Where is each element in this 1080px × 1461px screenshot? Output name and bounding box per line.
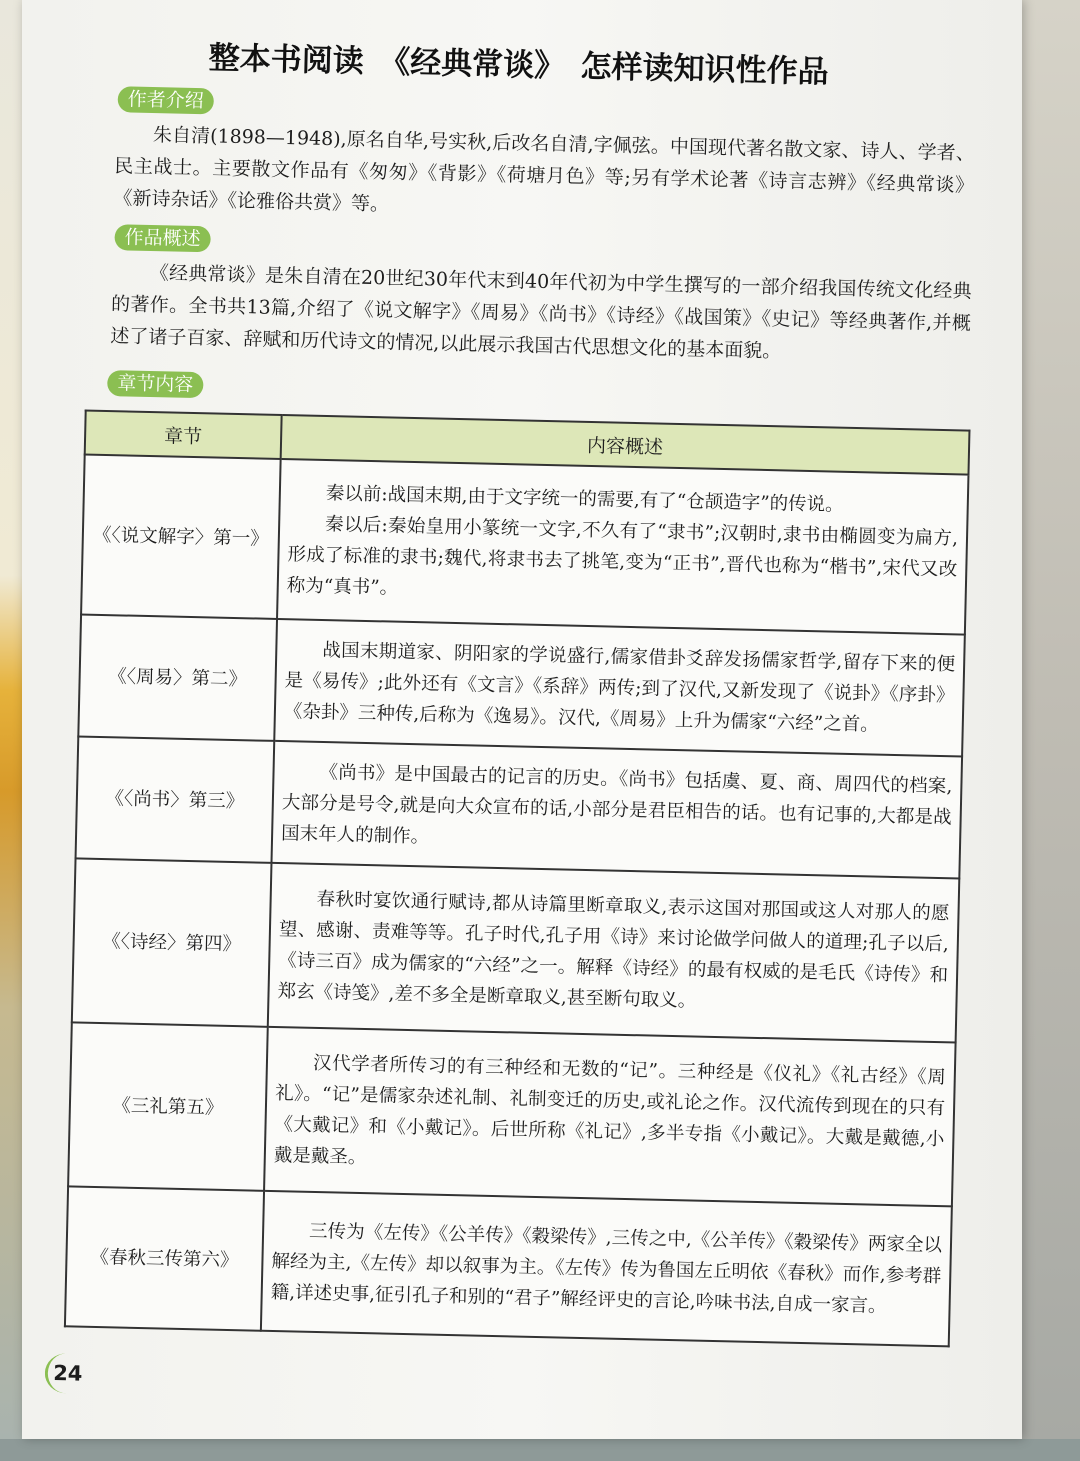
chapters-section-tag: 章节内容 bbox=[107, 370, 204, 398]
table-row bbox=[65, 1186, 952, 1346]
chapter-name: 《春秋三传第六》 bbox=[65, 1186, 264, 1330]
chapter-summary bbox=[268, 863, 960, 1043]
chapter-summary bbox=[277, 459, 968, 635]
summary-paragraph: 春秋时宴饮通行赋诗,都从诗篇里断章取义,表示这国对那国或这人对那人的愿望、感谢、责难等等。孔子时代,孔子用《诗》来讨论做学问做人的道理;孔子以后,《诗三百》成为儒家的“六经”之一。解释《诗经》的最有权威的是毛氏《诗传》和郑玄《诗笺》,差不多全是断章取义,甚至断句取义。 bbox=[277, 888, 950, 1012]
summary-paragraph: 秦以后:秦始皇用小篆统一文字,不久有了“隶书”;汉朝时,隶书由椭圆变为扁方,形成了标准的隶书;魏代,将隶书去了挑笔,变为“正书”,晋代也称为“楷书”,宋代又改称为“真书”。 bbox=[286, 514, 959, 599]
book-page bbox=[22, 0, 1022, 1439]
header-summary: 内容概述 bbox=[281, 415, 970, 475]
summary-paragraph: 《尚书》是中国最古的记言的历史。《尚书》包括虞、夏、商、周四代的档案,大部分是号令,就是向大众宣布的话,小部分是君臣相告的话。也有记事的,大都是战国末年人的制作。 bbox=[280, 761, 953, 847]
chapter-name: 《〈尚书〉第三》 bbox=[76, 736, 275, 862]
chapter-summary bbox=[261, 1191, 952, 1347]
table-row bbox=[76, 736, 963, 878]
chapters-table bbox=[64, 410, 971, 1348]
chapter-name: 《三礼第五》 bbox=[68, 1022, 268, 1190]
summary-paragraph: 战国末期道家、阴阳家的学说盛行,儒家借卦爻辞发扬儒家哲学,留存下来的便是《易传》;此外还有《文言》《系辞》两传;到了汉代,又新发现了《说卦》《序卦》《杂卦》三种传,后称为《逸易》。汉代,《周易》上升为儒家“六经”之首。 bbox=[283, 639, 956, 736]
summary-paragraph: 秦以前:战国末期,由于文字统一的需要,有了“仓颉造字”的传说。 bbox=[325, 483, 844, 516]
table-row bbox=[78, 614, 965, 756]
chapter-name: 《〈周易〉第二》 bbox=[78, 614, 277, 740]
chapter-summary bbox=[274, 619, 965, 757]
overview-paragraph: 《经典常谈》是朱自清在20世纪30年代末到40年代初为中学生撰写的一部介绍我国传统文化经典的著作。全书共13篇,介绍了《说文解字》《周易》《尚书》《诗经》《战国策》《史记》等经典著作,并概述了诸子百家、辞赋和历代诗文的情况,以此展示我国古代思想文化的基本面貌。 bbox=[110, 261, 972, 363]
author-section-tag: 作者介绍 bbox=[117, 86, 214, 114]
table-row bbox=[72, 858, 959, 1042]
page-title: 整本书阅读 《经典常谈》 怎样读知识性作品 bbox=[208, 40, 829, 91]
chapter-summary bbox=[264, 1027, 956, 1207]
overview-section-tag: 作品概述 bbox=[114, 224, 211, 252]
summary-paragraph: 汉代学者所传习的有三种经和无数的“记”。三种经是《仪礼》《礼古经》《周礼》。“记”是儒家杂述礼制、礼制变迁的历史,或礼论之作。汉代流传到现在的只有《大戴记》和《小戴记》。后世所称《礼记》,多半专指《小戴记》。大戴是戴德,小戴是戴圣。 bbox=[273, 1052, 947, 1169]
chapter-name: 《〈诗经〉第四》 bbox=[72, 858, 272, 1026]
author-paragraph: 朱自清(1898—1948),原名自华,号实秋,后改名自清,字佩弦。中国现代著名散文家、诗人、学者、民主战士。主要散文作品有《匆匆》《背影》《荷塘月色》等;另有学术论著《诗言志辨》《经典常谈》《新诗杂话》《论雅俗共赏》等。 bbox=[113, 124, 976, 216]
table-row bbox=[81, 455, 968, 635]
chapter-summary bbox=[271, 741, 962, 879]
page-number: 24 bbox=[44, 1353, 88, 1394]
chapter-name: 《〈说文解字〉第一》 bbox=[81, 455, 281, 619]
summary-paragraph: 三传为《左传》《公羊传》《穀梁传》,三传之中,《公羊传》《穀梁传》两家全以解经为主,《左传》却以叙事为主。《左传》传为鲁国左丘明依《春秋》而作,参考群籍,详述史事,征引孔子和别的“君子”解经评史的言论,吟味书法,自成一家言。 bbox=[270, 1220, 943, 1317]
header-chapter: 章节 bbox=[85, 411, 282, 459]
table-row bbox=[68, 1022, 955, 1206]
